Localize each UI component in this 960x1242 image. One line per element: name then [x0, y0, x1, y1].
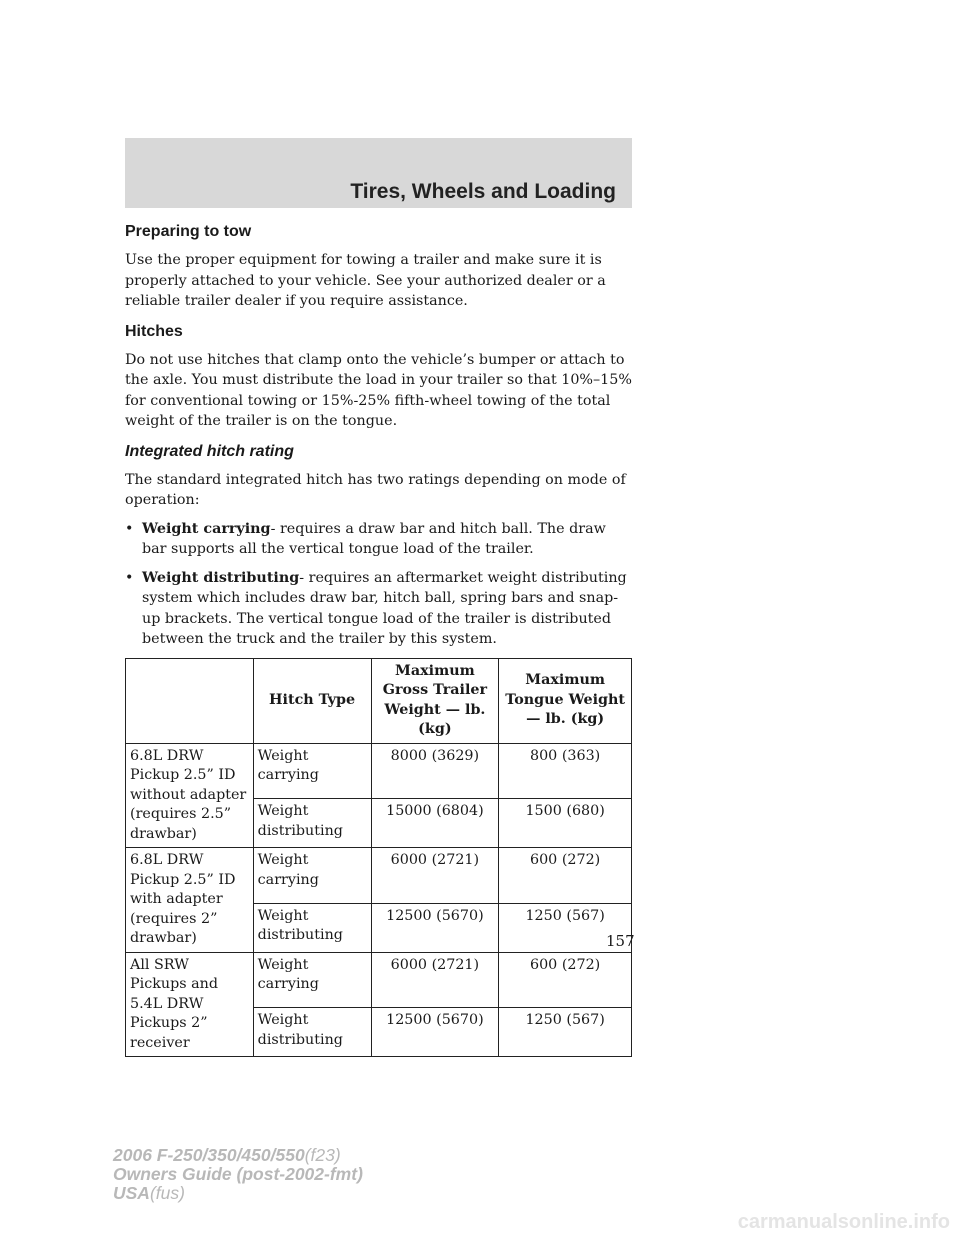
table-header-row: [126, 658, 632, 743]
tongue-weight-cell: 600 (272): [499, 848, 632, 904]
footer-line-guide: [113, 1165, 363, 1184]
table-row: [126, 952, 632, 1008]
bullet-term: Weight distributing: [142, 569, 300, 586]
table-header-hitch-type: Hitch Type: [253, 658, 371, 743]
bullet-dot-icon: •: [125, 569, 134, 586]
gross-weight-cell: 6000 (2721): [371, 952, 499, 1008]
tongue-weight-cell: 1500 (680): [499, 799, 632, 848]
hitch-type-cell: Weight carrying: [253, 848, 371, 904]
gross-weight-cell: 8000 (3629): [371, 743, 499, 799]
hitch-type-cell: Weight distributing: [253, 903, 371, 952]
tongue-weight-cell: 800 (363): [499, 743, 632, 799]
hitch-type-cell: Weight distributing: [253, 799, 371, 848]
paragraph-integrated: The standard integrated hitch has two ratings depending on mode of operation:: [125, 471, 626, 508]
tongue-weight-cell: 600 (272): [499, 952, 632, 1008]
chapter-title: Tires, Wheels and Loading: [350, 180, 616, 203]
heading-integrated-hitch-rating: Integrated hitch rating: [125, 442, 294, 460]
table-row: [126, 743, 632, 799]
gross-weight-cell: 15000 (6804): [371, 799, 499, 848]
gross-weight-cell: 6000 (2721): [371, 848, 499, 904]
page-number: 157: [606, 932, 635, 950]
table-row: [126, 848, 632, 904]
bullet-text: - requires an aftermarket weight distributing system which includes draw bar, hitch ball, spring bars and snap-up brackets. The vertical tongue load of the trailer is distributed between the truck and the trailer by this system.: [142, 569, 627, 647]
page-content: [125, 222, 632, 1057]
table-header-max-gross-trailer-weight: Maximum Gross Trailer Weight — lb. (kg): [371, 658, 499, 743]
hitch-type-cell: Weight distributing: [253, 1008, 371, 1057]
site-watermark: carmanualsonline.info: [737, 1211, 950, 1233]
footer-region-code: (fus): [149, 1183, 185, 1203]
gross-weight-cell: 12500 (5670): [371, 903, 499, 952]
footer-line-region: [113, 1184, 363, 1203]
document-footer: [113, 1146, 363, 1203]
hitch-rating-table: [125, 658, 632, 1058]
bullet-weight-distributing: [125, 568, 632, 650]
hitch-type-cell: Weight carrying: [253, 743, 371, 799]
heading-preparing-to-tow: Preparing to tow: [125, 223, 252, 240]
tongue-weight-cell: 1250 (567): [499, 903, 632, 952]
paragraph-hitches: Do not use hitches that clamp onto the vehicle’s bumper or attach to the axle. You must distribute the load in your trailer so that 10%–15% for conventional towing or 15%-25% fifth-wheel towing of the total weight of the trailer is on the tongue.: [125, 351, 632, 429]
table-header-vehicle: [126, 658, 254, 743]
paragraph-preparing: Use the proper equipment for towing a trailer and make sure it is properly attached to your vehicle. See your authorized dealer or a reliable trailer dealer if you require assistance.: [125, 252, 606, 309]
footer-model-code: (f23): [304, 1145, 341, 1165]
vehicle-cell: 6.8L DRW Pickup 2.5” ID without adapter (requires 2.5” drawbar): [126, 743, 254, 848]
tongue-weight-cell: 1250 (567): [499, 1008, 632, 1057]
vehicle-cell: All SRW Pickups and 5.4L DRW Pickups 2” receiver: [126, 952, 254, 1057]
gross-weight-cell: 12500 (5670): [371, 1008, 499, 1057]
footer-line-model: [113, 1146, 363, 1165]
hitch-type-cell: Weight carrying: [253, 952, 371, 1008]
footer-model: 2006 F-250/350/450/550: [113, 1145, 305, 1165]
heading-hitches: Hitches: [125, 322, 183, 340]
table-header-max-tongue-weight: Maximum Tongue Weight — lb. (kg): [499, 658, 632, 743]
vehicle-cell: 6.8L DRW Pickup 2.5” ID with adapter (requires 2” drawbar): [126, 848, 254, 953]
footer-region: USA: [113, 1183, 150, 1203]
bullet-weight-carrying: [125, 519, 632, 560]
bullet-term: Weight carrying: [142, 520, 271, 537]
footer-guide: Owners Guide (post-2002-fmt): [113, 1164, 363, 1184]
bullet-text: - requires a draw bar and hitch ball. The draw bar supports all the vertical tongue load of the trailer.: [142, 520, 606, 557]
header-band: [125, 138, 632, 208]
bullet-dot-icon: •: [125, 520, 134, 537]
